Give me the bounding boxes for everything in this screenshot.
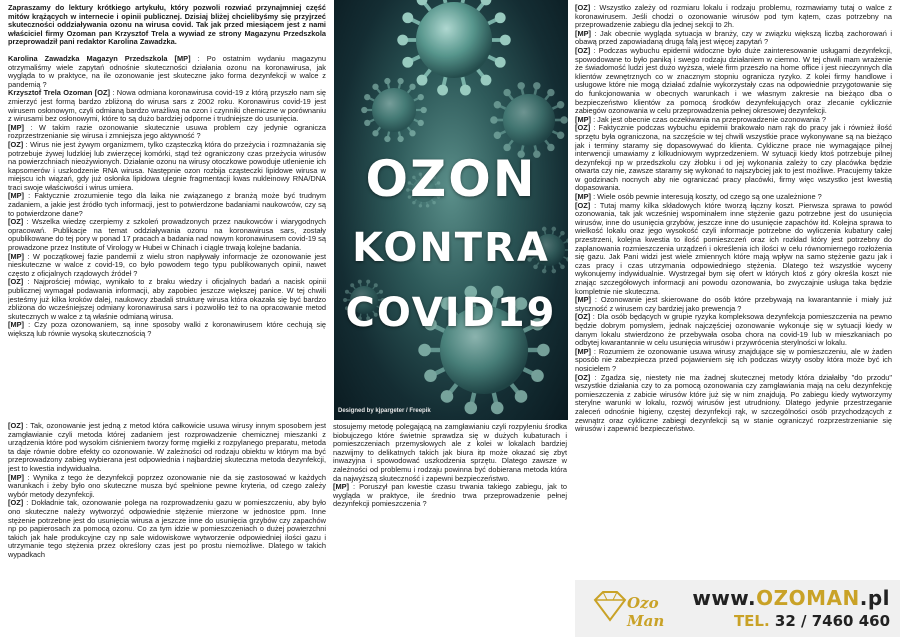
speaker-label: [OZ]: [575, 45, 591, 55]
paragraph-text: : Rozumiem że ozonowanie usuwa wirusy znajdujące się w pomieszczeniu, ale w żaden sposób nie zabezpiecza przed pojawieniem się ich podczas wizyty osoby która może być ich nosicielem ?: [575, 346, 892, 373]
speaker-label: [MP]: [8, 251, 25, 261]
poster-title-ozon: OZON: [365, 150, 537, 208]
paragraph: [575, 348, 892, 374]
paragraph-text: : Wynika z tego że dezynfekcji poprzez ozonowanie nie da się zastosować w każdych warunkach i żeby było ono skuteczne musza być spełnione pewne kryteria, od czego zależy wybór metody dezynfekcji.: [8, 472, 326, 499]
paragraph-text: : Faktycznie podczas wybuchu epidemii brakowało nam rąk do pracy jak i również ilość sprzętu była ograniczona, na szczęście w tej chwili wszystkie prace wykonywane są na bieżąco jak i terminy staramy się dopasowywać do klienta. Cykliczne prace nie wymagające pilnej interwencji umawiamy z kilkudniowym wyprzedzeniem. W sytuacji kiedy ktoś potrzebuje pilnej dezynfekcji np w przedszkolu czy żłobku i od jej wykonania zależy to czy placówka będzie otwarta czy nie, zawsze staramy się wykonać to najszybciej jak to jest możliwe. Pracujemy także w godzinach nocnych aby nie ograniczać pracy placówki, firmy więc wszystko jest kwestią dopasowania.: [575, 123, 892, 193]
www-prefix: www.: [692, 586, 757, 610]
ozoman-logo: [587, 586, 665, 632]
paragraph-text: : Zgadza się, niestety nie ma żadnej skutecznej metody która działałby "do przodu" wszystkie działania czy to za pomocą ozonowania czy zamgławiania mają na celu dezynfekcję pomieszczenia z zabicie wirusów które już się w nim znajdują. Po zabiegu kiedy wytworzymy sterylne warunki w lokalu, rozwój wirusów jest utrudniony. Dlatego jedynie przestrzeganie zaleceń odnośnie higieny, częstej dezynfekcji rąk, w szczególności osób przychodzących z zewnątrz oraz cykliczne zabiegi dezynfekcji są w stanie ograniczyć rozprzestrzenianie się wirusów i zapewnić bezpieczeństwo.: [575, 372, 892, 434]
paragraph-text: : Nowa odmiana koronawirusa covid-19 z którą przyszło nam się zmierzyć jest formą bardzo zbliżoną do wirusa sars z 2002 roku. Koronawirus covid-19 jest wirusem osłonowym, czyli odmianą bardzo wrażliwą na ozon i czynniki chemiczne w porównaniu z wirusami bez osłonowymi, które to są dużo bardziej odporne i trudniejsze do usunięcia.: [8, 88, 326, 124]
paragraph: [8, 124, 326, 141]
paragraph: [8, 278, 326, 321]
poster-title-covid19: COVID19: [345, 290, 557, 336]
phone-number[interactable]: [734, 612, 890, 630]
cover-poster: [334, 0, 568, 420]
paragraph-text: : Ozonowanie jest skierowane do osób które przebywają na kwarantannie i miały już styczność z wirusem czy bardziej jako prewencja ?: [575, 295, 892, 313]
speaker-label: [MP]: [8, 320, 25, 330]
paragraph-text: : Wiele osób pewnie interesują koszty, od czego są one uzależnione ?: [591, 192, 822, 202]
paragraph: [8, 4, 326, 47]
image-credit: Designed by kjpargeter / Freepik: [338, 408, 431, 414]
speaker-label: [MP]: [8, 191, 25, 201]
speaker-label: [OZ]: [575, 4, 591, 12]
footer-contact: [575, 580, 900, 637]
paragraph: [8, 55, 326, 89]
virus-particle: [490, 82, 568, 158]
paragraph: [575, 30, 892, 47]
speaker-label: [OZ]: [8, 277, 24, 287]
speaker-label: [MP]: [575, 114, 592, 124]
paragraph-text: : Dla osób będących w grupie ryzyka kompleksowa dezynfekcja pomieszczenia na pewno będzie dobrym pomysłem, jednak najczęściej ozonowanie wykonuje się w sytuacji kiedy w danym lokalu stwierdzono że przebywała osoba chora na covid-19 lub w mieszkaniach po odbytej kwarantannie w celu usunięcia wirusów i przywrócenia sterylności w lokalu.: [575, 312, 892, 348]
paragraph-text: stosujemy metodę polegającą na zamgławianiu czyli rozpyleniu środka biobujczego które świetnie sprawdza się w dużych kubaturach i pomieszczeniach przemysłowych ale z kolei w lokalach bardziej nazwijmy to delikatnych takich jak biura itp może okazać się zbyt inwazyjna i spowodować uszkodzenia sprzętu. Dlatego zawsze w zależności od problemu i rodzaju powinna być dobierana metoda która da najwyższą skuteczność i zapewni bezpieczeństwo.: [333, 423, 567, 483]
speaker-label: Karolina Zawadzka Magazyn Przedszkola [MP]: [8, 53, 191, 63]
tel-number: 32 / 7460 460: [774, 612, 890, 630]
paragraph: [8, 141, 326, 193]
paragraph: [575, 202, 892, 297]
speaker-label: Krzysztof Trela Ozoman [OZ]: [8, 88, 110, 98]
paragraph: [575, 374, 892, 434]
website-link[interactable]: [692, 586, 890, 610]
paragraph: [575, 124, 892, 193]
speaker-label: [MP]: [333, 482, 350, 492]
www-suffix: .pl: [859, 586, 890, 610]
paragraph: [333, 483, 567, 509]
paragraph-text: : Po ostatnim wydaniu magazynu otrzymaliśmy wiele zapytań odnośnie skuteczności działania ozonu na koronawirusa, jak wygląda to w praktyce, na ile ozonowanie jest skuteczne jako forma dezynfekcji w walce z pandemią ?: [8, 53, 326, 89]
paragraph: [8, 192, 326, 218]
paragraph: [8, 218, 326, 252]
paragraph-text: : W początkowej fazie pandemii z wielu stron napływały informacje że ozonowanie jest nieskuteczne w walce z covid-19, co było powodem tego typu publikowanych opinii, nawet często z oficjalnych rządowych źródeł ?: [8, 251, 326, 278]
speaker-label: [MP]: [8, 122, 25, 132]
speaker-label: [MP]: [575, 192, 592, 202]
paragraph: [575, 4, 892, 30]
paragraph-text: : Podczas wybuchu epidemii widoczne było duże zainteresowanie usługami dezynfekcji, spowodowane to było paniką i swego rodzaju działaniem w ciemno. W tej chwili mam wrażenie że świadomość ludzi jest dużo wyższa, wiele firm przeszło na home office i jest nieczynnych dla klientów zewnętrznych co w znacznym stopniu ogranicza ryzyko. Z kolei firmy handlowe i usługowe które nie mogą działać zdalnie wykorzystały czas na odpowiednie przygotowanie się do funkcjonowania w obecnych warunkach i we własnym zakresie na bieżąco dba o bezpieczeństwo klientów za pomocą środków dezynfekujących oraz zlecanie cyklicznie zabiegów ozonowania w celu przeprowadzenia pełnej okresowej dezynfekcji.: [575, 45, 892, 116]
paragraph-text: : Jak jest obecnie czas oczekiwania na przeprowadzenie ozonowania ?: [591, 114, 827, 124]
paragraph-text: : Faktycznie zrozumienie tego dla laika nie związanego z branżą może być trudnym zadaniem, a jakie jest źródło tych informacji, jest to potwierdzone badaniami naukowców, czy są to potwierdzone dane?: [8, 191, 326, 218]
article-column-left-bottom: [8, 422, 326, 634]
paragraph: [8, 474, 326, 500]
paragraph-text: : Jak obecnie wygląda sytuacja w branży, czy w związku większą liczbą zachorowań i obawą przed zapowiadaną drugą falą jest więcej zapytań ?: [575, 28, 892, 47]
tel-label: TEL.: [733, 612, 770, 630]
paragraph: [8, 89, 326, 123]
paragraph: [575, 47, 892, 116]
paragraph: [333, 423, 567, 483]
intro-text: Zapraszamy do lektury krótkiego artykułu, który pozwoli rozwiać przynajmniej część mitów krążących w internecie i opinii publicznej. Dzisiaj bliżej chcielibyśmy się przyjrzeć skuteczności oddziaływania ozonu na wirusa covid. Tak jak przed miesiącem jest z nami właściciel firmy Ozoman pan Krzysztof Trela a wywiad ze strony Magazynu Przedszkola przeprowadził pani redaktor Karolina Zawadzka.: [8, 4, 326, 47]
virus-illustration: [334, 0, 568, 420]
www-brand: OZOMAN: [756, 586, 860, 610]
paragraph-text: : Wirus nie jest żywym organizmem, tylko cząsteczką która do przeżycia i rozmnażania się potrzebuje żywej ludzkiej lub zwierzęcej komórki, stąd też ograniczony czas przeżycia wirusów na powierzchniach nieożywionych. Działanie ozonu na wirusy otoczkowe powoduje utlenienie ich kapsomerów i uszkodzenie RNA wirusa. Następnie ozon rozbija cząsteczki lipidowe wirusa w miejscu ich wiązań, gdy już osłonka lipidowa ulegnie fragmentacji kwas nukleinowy RNA/DNA traci swoje właściwości i wirus umiera.: [8, 139, 326, 192]
speaker-label: [MP]: [8, 472, 25, 482]
speaker-label: [OZ]: [8, 139, 24, 149]
logo-wordmark: Ozo Man: [627, 594, 665, 630]
speaker-label: [MP]: [575, 295, 592, 305]
article-column-left-top: [8, 4, 326, 418]
speaker-label: [OZ]: [575, 312, 591, 322]
paragraph: [575, 296, 892, 313]
paragraph-text: : Wszelka wiedzę czerpiemy z szkoleń prowadzonych przez naukowców i wiarygodnych opracowań. Publikacje na temat oddziaływania ozonu na koronawirusa sars, zostały opublikowane do tej pory w ponad 17 pracach a badania nad nowym koronawirusem covid-19 są prowadzone przez Institute of Virology w Hubei w Chinach i ciągle trwają kolejne badania.: [8, 217, 326, 253]
speaker-label: [OZ]: [8, 498, 24, 508]
speaker-label: [MP]: [575, 28, 592, 38]
paragraph: [8, 499, 326, 559]
paragraph-text: : Poruszył pan kwestie czasu trwania takiego zabiegu, jak to wygląda w praktyce, ile średnio trwa przeprowadzenie pełnej dezynfekcji pomieszczenia ?: [333, 482, 567, 509]
paragraph-text: : Czy poza ozonowaniem, są inne sposoby walki z koronawirusem które cechują się większą lub równie wysoką skutecznością ?: [8, 320, 326, 338]
paragraph-text: : Wszystko zależy od rozmiaru lokalu i rodzaju problemu, rozmawiamy tutaj o walce z koronawirusem. Jeśli chodzi o ozonowanie wirusów pod tym kątem, czas potrzebny na przeprowadzenie zabiegu dla jednej sekcji to 2h.: [575, 4, 892, 30]
speaker-label: [MP]: [575, 346, 592, 356]
speaker-label: [OZ]: [575, 123, 591, 133]
paragraph: [8, 422, 326, 474]
virus-particle: [361, 78, 427, 142]
paragraph-text: : Najprościej mówiąc, wynikało to z braku wiedzy i oficjalnych badań a nacisk opinii publicznej wymagał podawania informacji, aby zapobiec jeszcze większej panice. W tej chwili jesteśmy już kilka kroków dalej, naukowcy zbadali strukturę wirusa która okazała się być bardzo zbliżona do wcześniejszej odmiany koronawirusa sars i pozwoliło też to na opracowanie metod skutecznych w walce z tą właśnie odmianą wirusa.: [8, 277, 326, 321]
speaker-label: [OZ]: [575, 200, 591, 210]
paragraph-text: : Tak, ozonowanie jest jedną z metod która całkowicie usuwa wirusy innym sposobem jest zamgławianie czyli metoda której zadaniem jest rozprowadzenie chemicznej mieszanki z urządzenia które pod wysokim ciśnieniem tworzy formę mgiełki z rozpylanego preparatu, metoda ta daje równie dobre efekty co ozonowanie. W zależności od rodzaju obiektu w którym ma być przeprowadzony zabieg wybierana jest odpowiednia i najbardziej skuteczna metoda dezynfekcji, jest to kwestia indywidualna.: [8, 422, 326, 473]
paragraph-text: : W takim razie ozonowanie skutecznie usuwa problem czy jedynie ogranicza rozprzestrzenianie się wirusa i zmniejsza jego aktywność ?: [8, 122, 326, 141]
speaker-label: [OZ]: [575, 372, 591, 382]
paragraph-text: : Dokładnie tak, ozonowanie polega na rozprowadzeniu gazu w pomieszczeniu, aby było ono skuteczne należy wytworzyć odpowiednie stężenie mierzone w jednostce ppm. Inne stężenie potrzebne jest do usunięcia wirusa a jeszcze inne do usunięcia grzybów czy zapachów np po papierosach za pomocą ozonu. Co za tym idzie w pomieszczeniach o dużej powierzchni takich jak hale produkcyjne czy np sale widowiskowe wytworzenie odpowiedniej ilości gazu i utrzymanie tego stężenia przez określony czas jest po prostu niemożliwe. Dlatego w takich wypadkach: [8, 498, 326, 559]
paragraph: [575, 313, 892, 347]
paragraph: [8, 253, 326, 279]
virus-particle: [397, 0, 510, 95]
paragraph-text: : Tutaj mamy kilka składowych które tworzą łączny koszt. Pierwsza sprawa to powód ozonowania, tak jak wcześniej wspominałem inne stężenie gazu potrzebne jest do usunięcia wirusów, inne do usunięcia grzybów, jeszcze inne do usunięcie zapachów itd. Kolejna sprawa to wielkość lokalu oraz jego wysokość czyli informacje potrzebne do wyliczenia kubatury całej przestrzeni, kolejna kwestia to ilość pomieszczeń oraz ich rozkład który jest potrzebny do zaplanowania rozmieszczenia urządzeń i określenia ich ilości w celu równomiernego rozłożenia się gazu. Jak Pani widzi jest wiele zmiennych które mają wpływ na samo stężenie gazu jak i czas pracy i czas utrzymania odpowiedniego stężenia. Dlatego też wszystkie wyceny wykonujemy indywidualnie. Wystrzegał bym się ofert w których ktoś z góry określa koszt nie znając szczegółowych informacji ani powodu ozonowania, bo zwyczajnie usługa taka będzie kompletnie nie skuteczna.: [575, 200, 892, 296]
article-column-right: [575, 4, 892, 578]
article-column-middle-bottom: [333, 423, 567, 634]
speaker-label: [OZ]: [8, 217, 24, 227]
speaker-label: [OZ]: [8, 422, 24, 430]
paragraph: [8, 321, 326, 338]
poster-title-kontra: KONTRA: [352, 225, 550, 271]
